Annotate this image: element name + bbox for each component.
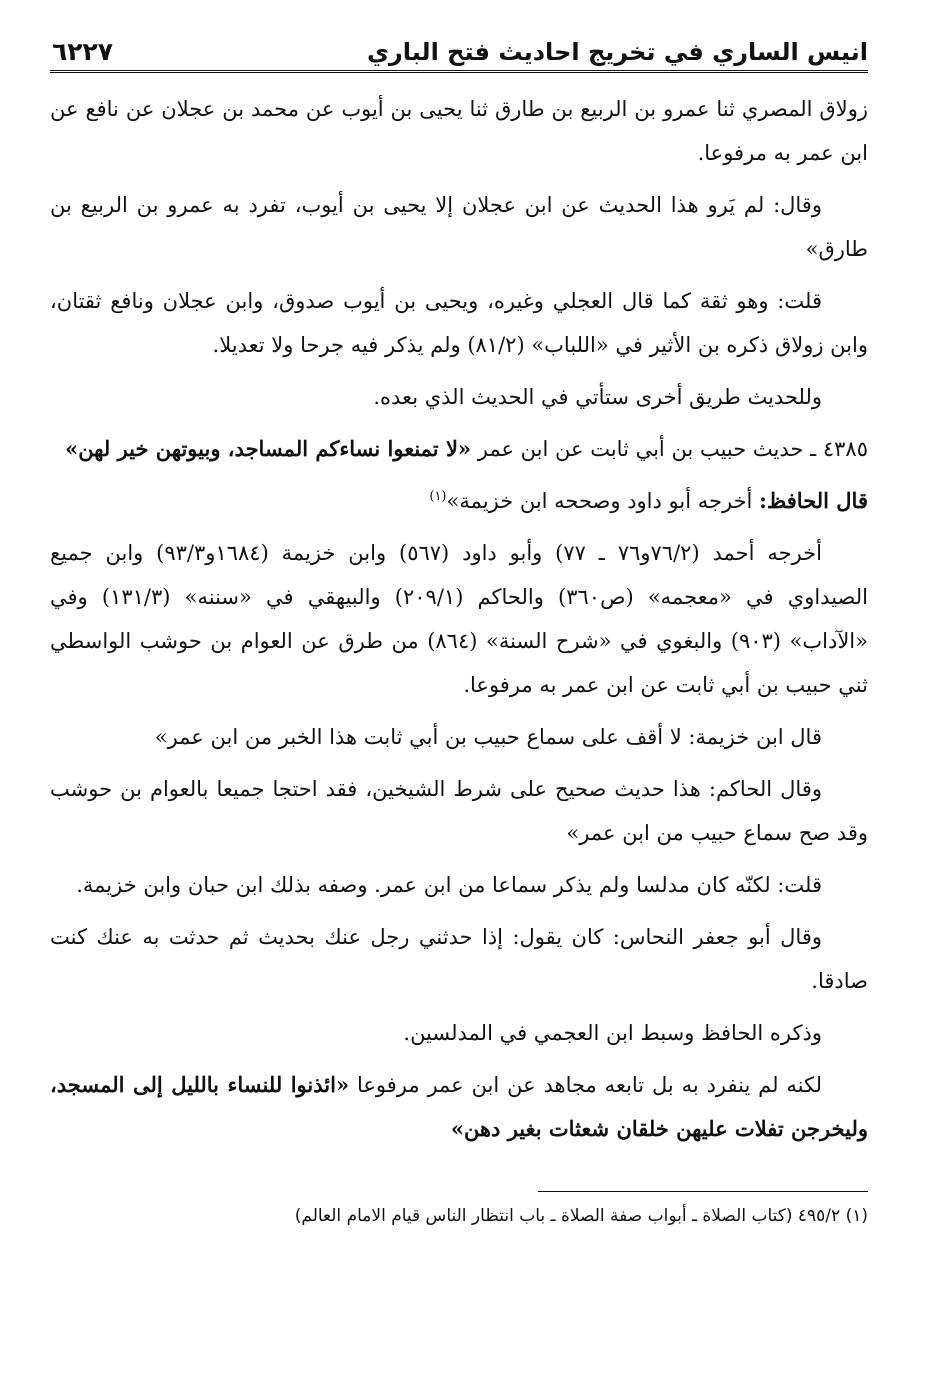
hafiz-text: أخرجه أبو داود وصححه ابن خزيمة» <box>446 489 760 513</box>
hadith-intro: ـ حديث حبيب بن أبي ثابت عن ابن عمر <box>471 437 823 461</box>
page-number: ٦٢٢٧ <box>52 37 114 66</box>
paragraph-4: وللحديث طريق أخرى ستأتي في الحديث الذي بعده. <box>373 385 822 409</box>
paragraph-8: قلت: لكنّه كان مدلسا ولم يذكر سماعا من ابن عمر. وصفه بذلك ابن حبان وابن خزيمة. <box>76 873 822 897</box>
book-page <box>50 26 868 1232</box>
running-title: انيس الساري في تخريج احاديث فتح الباري <box>366 38 868 66</box>
hafiz-statement <box>50 479 868 523</box>
paragraph-6: قال ابن خزيمة: لا أقف على سماع حبيب بن أبي ثابت هذا الخبر من ابن عمر» <box>154 725 822 749</box>
footnote: (١) ٤٩٥/٢ (كتاب الصلاة ـ أبواب صفة الصلاة ـ باب انتظار الناس قيام الامام العالم) <box>294 1206 868 1226</box>
hadith-text: «لا تمنعوا نساءكم المساجد، وبيوتهن خير لهن» <box>65 436 472 461</box>
page-body <box>50 87 868 1151</box>
paragraph-10: وذكره الحافظ وسبط ابن العجمي في المدلسين. <box>403 1021 822 1045</box>
paragraph-1: زولاق المصري ثنا عمرو بن الربيع بن طارق ثنا يحيى بن أيوب عن محمد بن عجلان عن نافع عن ابن عمر به مرفوعا. <box>50 97 868 165</box>
hadith-number: ٤٣٨٥ <box>822 437 868 461</box>
paragraph-5: أخرجه أحمد (٧٦/٢و٧٦ ـ ٧٧) وأبو داود (٥٦٧) وابن خزيمة (١٦٨٤و٩٣/٣) وابن جميع الصيداوي في «معجمه» (ص٣٦٠) والحاكم (٢٠٩/١) والبيهقي في «سننه» (١٣١/٣) وفي «الآداب» (٩٠٣) والبغوي في «شرح السنة» (٨٦٤) من طرق عن العوام بن حوشب الواسطي ثني حبيب بن أبي ثابت عن ابن عمر به مرفوعا. <box>50 541 868 697</box>
paragraph-9: وقال أبو جعفر النحاس: كان يقول: إذا حدثني رجل عنك بحديث ثم حدثت به عنك كنت صادقا. <box>50 925 868 993</box>
paragraph-2: وقال: لم يَرو هذا الحديث عن ابن عجلان إلا يحيى بن أيوب، تفرد به عمرو بن الربيع بن طارق» <box>50 193 868 261</box>
hafiz-label: قال الحافظ: <box>759 488 868 513</box>
paragraph-3: قلت: وهو ثقة كما قال العجلي وغيره، ويحيى بن أيوب صدوق، وابن عجلان ونافع ثقتان، وابن زولاق ذكره بن الأثير في «اللباب» (٨١/٢) ولم يذكر فيه جرحا ولا تعديلا. <box>50 289 868 357</box>
footnote-divider <box>538 1191 868 1192</box>
page-header <box>50 26 868 73</box>
paragraph-7: وقال الحاكم: هذا حديث صحيح على شرط الشيخين، فقد احتجا جميعا بالعوام بن حوشب وقد صح سماع حبيب من ابن عمر» <box>50 777 868 845</box>
footnote-ref: (١) <box>429 489 447 504</box>
paragraph-11-intro: لكنه لم ينفرد به بل تابعه مجاهد عن ابن عمر مرفوعا <box>349 1073 822 1097</box>
paragraph-11-quote: «ائذنوا للنساء بالليل إلى المسجد، وليخرجن تفلات عليهن خلقان شعثات بغير دهن» <box>50 1072 868 1141</box>
hadith-heading <box>50 427 868 471</box>
paragraph-11 <box>50 1063 868 1151</box>
